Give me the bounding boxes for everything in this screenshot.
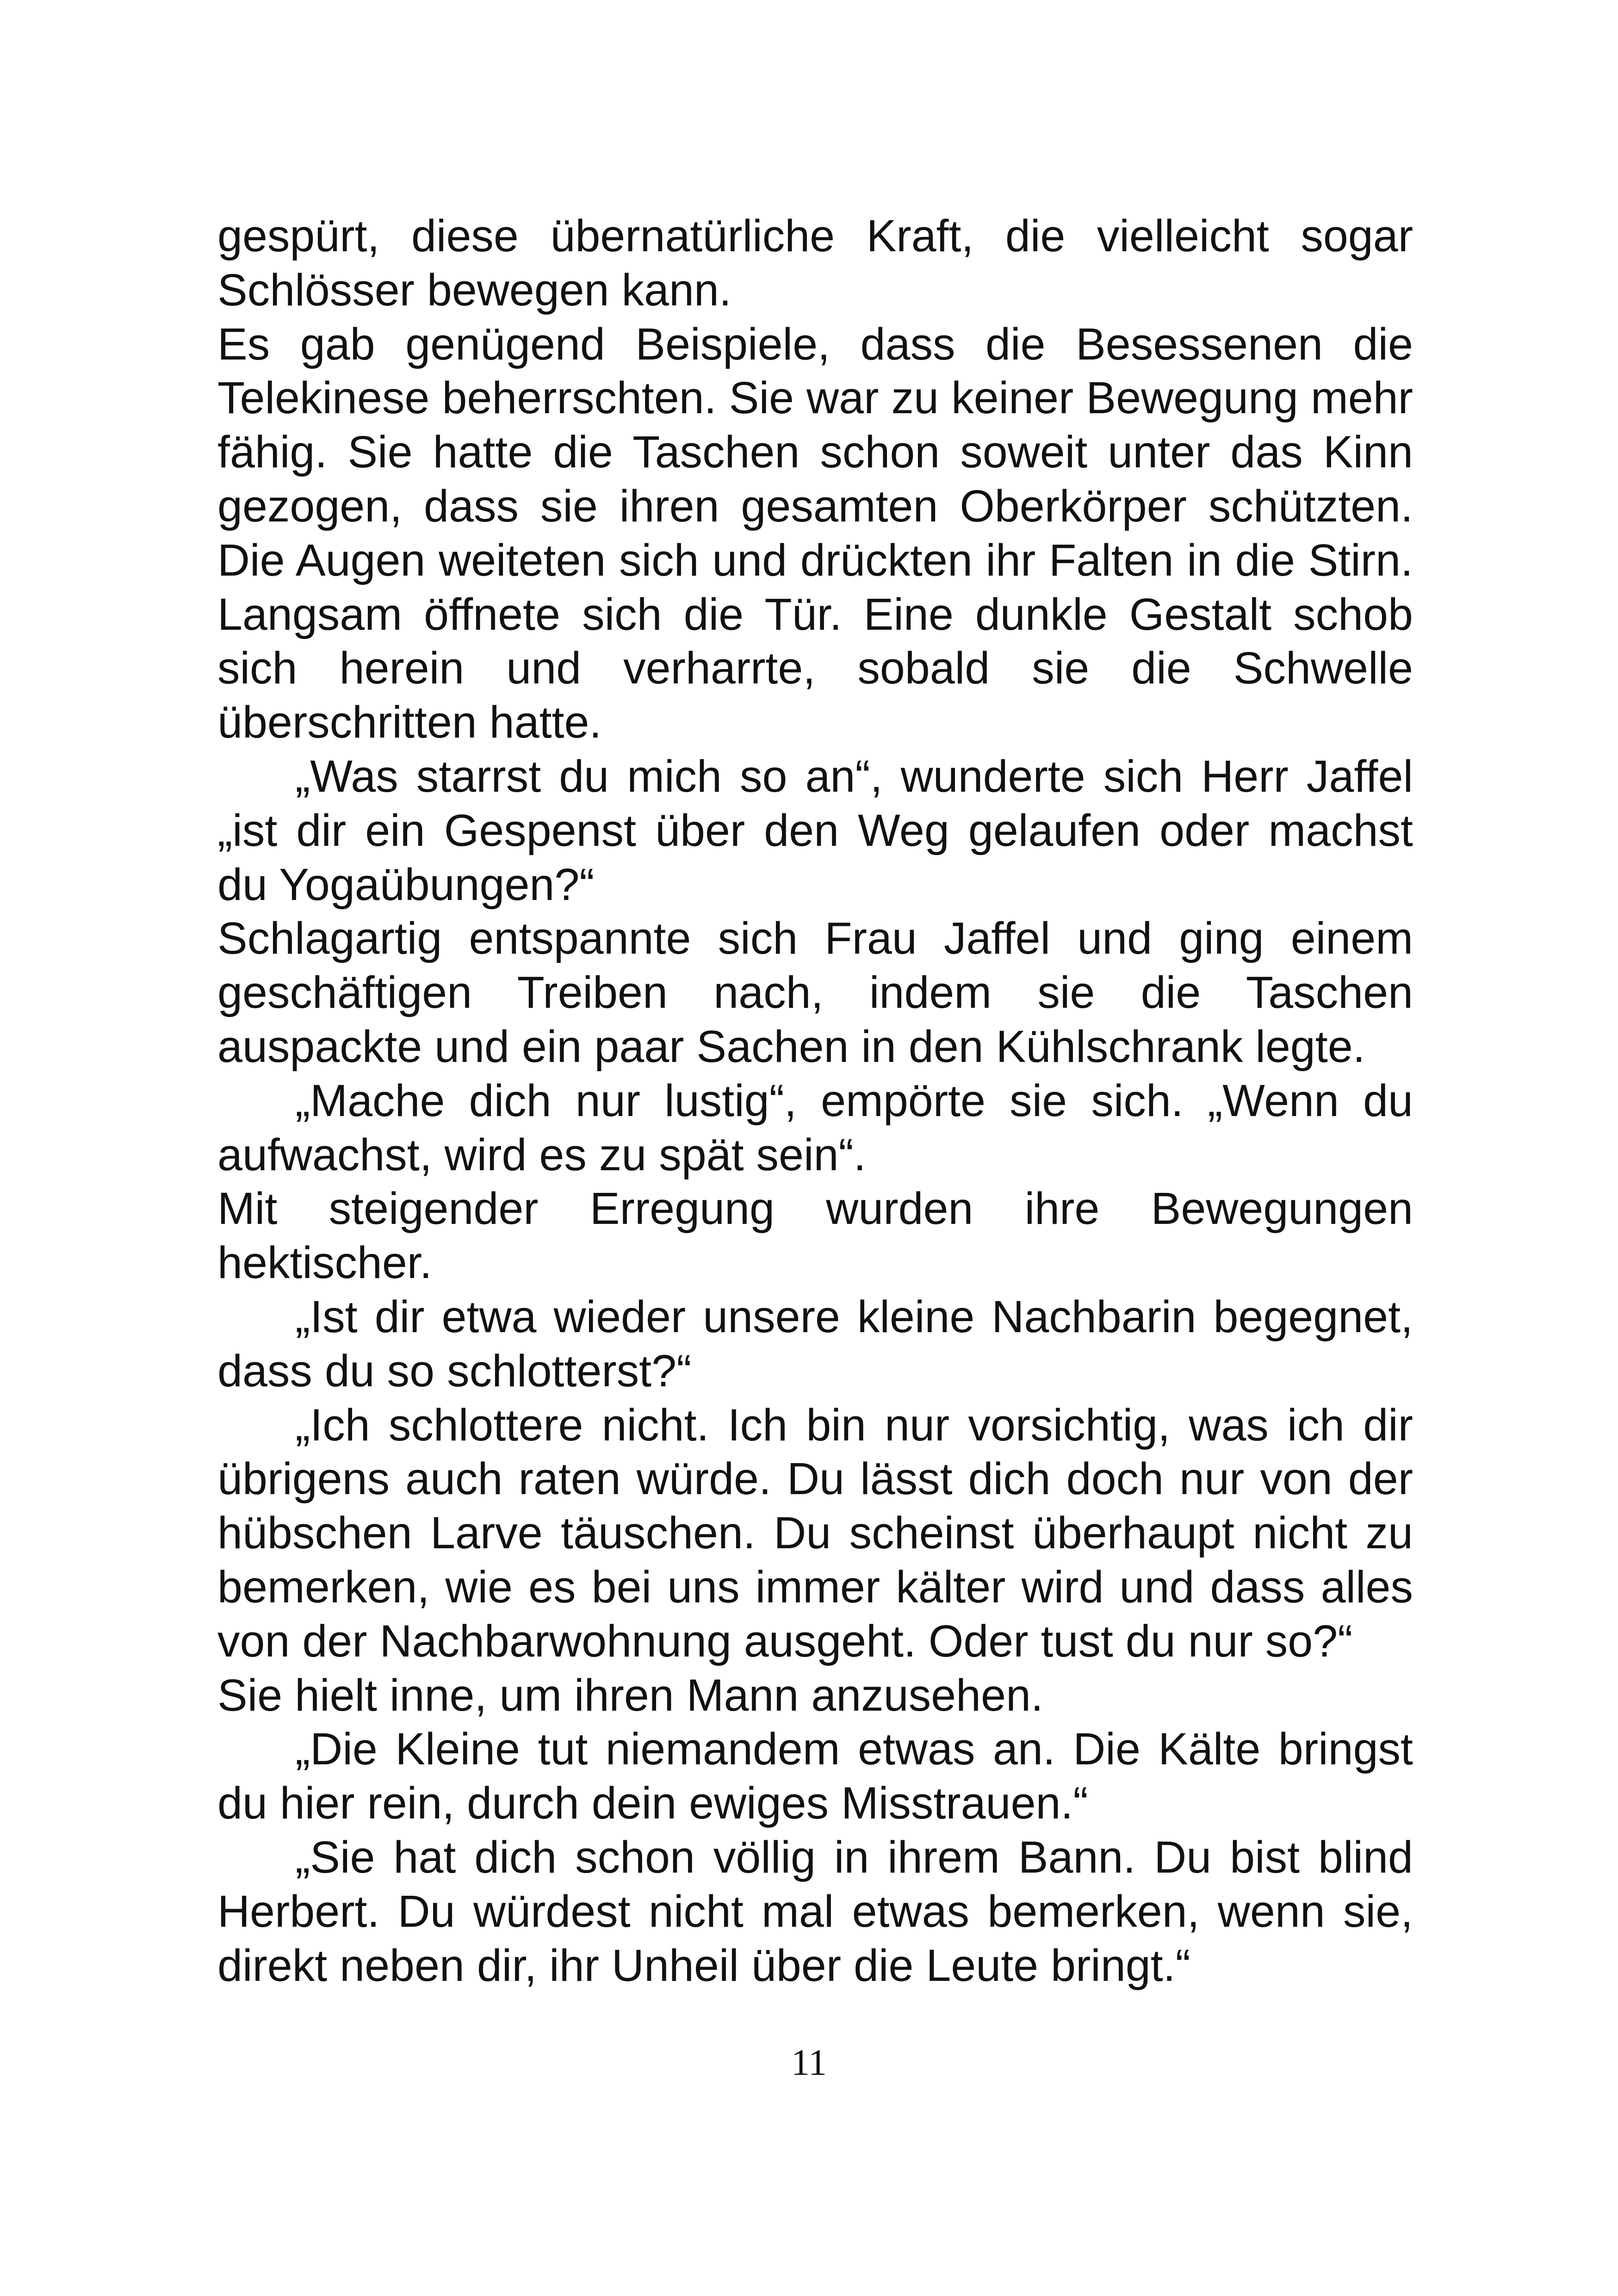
dialogue-paragraph: „Ist dir etwa wieder unsere kleine Nachbarin begegnet, dass du so schlotterst?“ <box>217 1291 1413 1396</box>
dialogue-paragraph: „Was starrst du mich so an“, wunderte sich Herr Jaffel „ist dir ein Gespenst über den Weg gelaufen oder machst du Yogaübungen?“ <box>217 751 1413 910</box>
paragraph: Mit steigender Erregung wurden ihre Bewegungen hektischer. <box>217 1183 1413 1288</box>
paragraph: Es gab genügend Beispiele, dass die Besessenen die Telekinese beherrschten. Sie war zu keiner Bewegung mehr fähig. Sie hatte die Taschen schon soweit unter das Kinn gezogen, dass sie ihren gesamten Oberkörper schützten. Die Augen weiteten sich und drückten ihr Falten in die Stirn. Langsam öffnete sich die Tür. Eine dunkle Gestalt schob sich herein und verharrte, sobald sie die Schwelle überschritten hatte. <box>217 318 1413 748</box>
dialogue-paragraph: „Ich schlottere nicht. Ich bin nur vorsichtig, was ich dir übrigens auch raten würde. Du lässt dich doch nur von der hübschen Larve täuschen. Du scheinst überhaupt nicht zu bemerken, wie es bei uns immer kälter wird und dass alles von der Nachbarwohnung ausgeht. Oder tust du nur so?“ <box>217 1399 1413 1666</box>
paragraph: gespürt, diese übernatürliche Kraft, die vielleicht sogar Schlösser bewegen kann. <box>217 211 1413 315</box>
dialogue-paragraph: „Mache dich nur lustig“, empörte sie sich. „Wenn du aufwachst, wird es zu spät sein“. <box>217 1075 1413 1180</box>
dialogue-paragraph: „Sie hat dich schon völlig in ihrem Bann. Du bist blind Herbert. Du würdest nicht mal etwas bemerken, wenn sie, direkt neben dir, ihr Unheil über die Leute bringt.“ <box>217 1831 1413 1991</box>
body-text <box>217 209 1413 1992</box>
dialogue-paragraph: „Die Kleine tut niemandem etwas an. Die Kälte bringst du hier rein, durch dein ewiges Misstrauen.“ <box>217 1724 1413 1829</box>
page-number: 11 <box>791 2042 827 2083</box>
paragraph: Schlagartig entspannte sich Frau Jaffel und ging einem geschäftigen Treiben nach, indem sie die Taschen auspackte und ein paar Sachen in den Kühlschrank legte. <box>217 913 1413 1072</box>
paragraph: Sie hielt inne, um ihren Mann anzusehen. <box>217 1669 1043 1720</box>
